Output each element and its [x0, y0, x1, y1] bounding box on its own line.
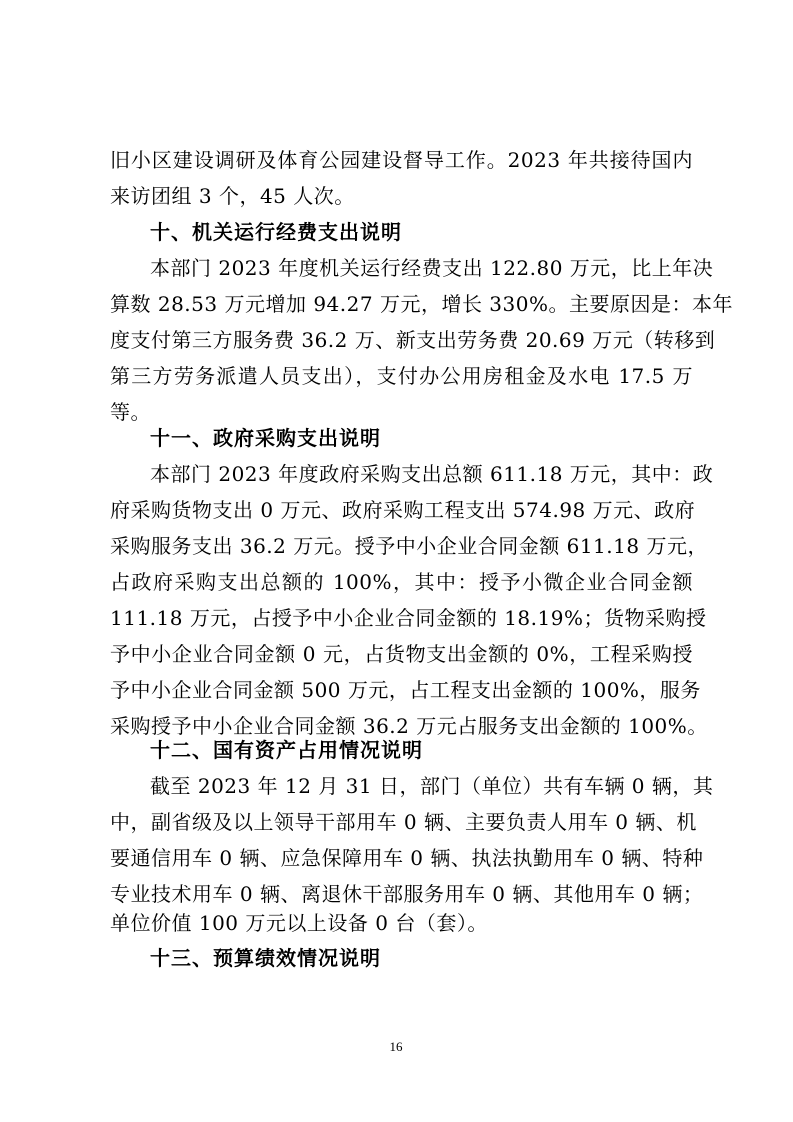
- paragraph-line: 本部门 2023 年度政府采购支出总额 611.18 万元，其中：政: [150, 462, 714, 486]
- paragraph-line: 予中小企业合同金额 0 元，占货物支出金额的 0%，工程采购授: [110, 642, 693, 666]
- paragraph-line: 中，副省级及以上领导干部用车 0 辆、主要负责人用车 0 辆、机: [110, 810, 697, 834]
- paragraph-line: 府采购货物支出 0 万元、政府采购工程支出 574.98 万元、政府: [110, 498, 696, 522]
- paragraph-line: 旧小区建设调研及体育公园建设督导工作。2023 年共接待国内: [110, 148, 693, 172]
- paragraph-line: 要通信用车 0 辆、应急保障用车 0 辆、执法执勤用车 0 辆、特种: [110, 846, 704, 870]
- paragraph-line: 本部门 2023 年度机关运行经费支出 122.80 万元，比上年决: [150, 256, 714, 280]
- section-heading-10: 十、机关运行经费支出说明: [150, 220, 402, 244]
- section-heading-12: 十二、国有资产占用情况说明: [150, 738, 423, 762]
- section-heading-11: 十一、政府采购支出说明: [150, 426, 381, 450]
- paragraph-line: 采购服务支出 36.2 万元。授予中小企业合同金额 611.18 万元，: [110, 534, 708, 558]
- paragraph-line: 第三方劳务派遣人员支出），支付办公用房租金及水电 17.5 万: [110, 364, 693, 388]
- paragraph-line: 予中小企业合同金额 500 万元，占工程支出金额的 100%，服务: [110, 678, 701, 702]
- page-number: 16: [389, 1039, 403, 1054]
- paragraph-line: 占政府采购支出总额的 100%，其中：授予小微企业合同金额: [110, 570, 693, 594]
- paragraph-line: 度支付第三方服务费 36.2 万、新支出劳务费 20.69 万元（转移到: [110, 328, 716, 352]
- section-heading-13: 十三、预算绩效情况说明: [150, 946, 381, 970]
- paragraph-line: 截至 2023 年 12 月 31 日，部门（单位）共有车辆 0 辆，其: [150, 774, 714, 798]
- paragraph-line: 单位价值 100 万元以上设备 0 台（套）。: [110, 911, 488, 935]
- paragraph-line: 算数 28.53 万元增加 94.27 万元，增长 330%。主要原因是：本年: [110, 292, 733, 316]
- paragraph-line: 专业技术用车 0 辆、离退休干部服务用车 0 辆、其他用车 0 辆；: [110, 882, 704, 906]
- paragraph-line: 采购授予中小企业合同金额 36.2 万元占服务支出金额的 100%。: [110, 714, 708, 738]
- paragraph-line: 等。: [110, 400, 151, 424]
- paragraph-line: 111.18 万元，占授予中小企业合同金额的 18.19%；货物采购授: [110, 606, 707, 630]
- paragraph-line: 来访团组 3 个，45 人次。: [110, 184, 355, 208]
